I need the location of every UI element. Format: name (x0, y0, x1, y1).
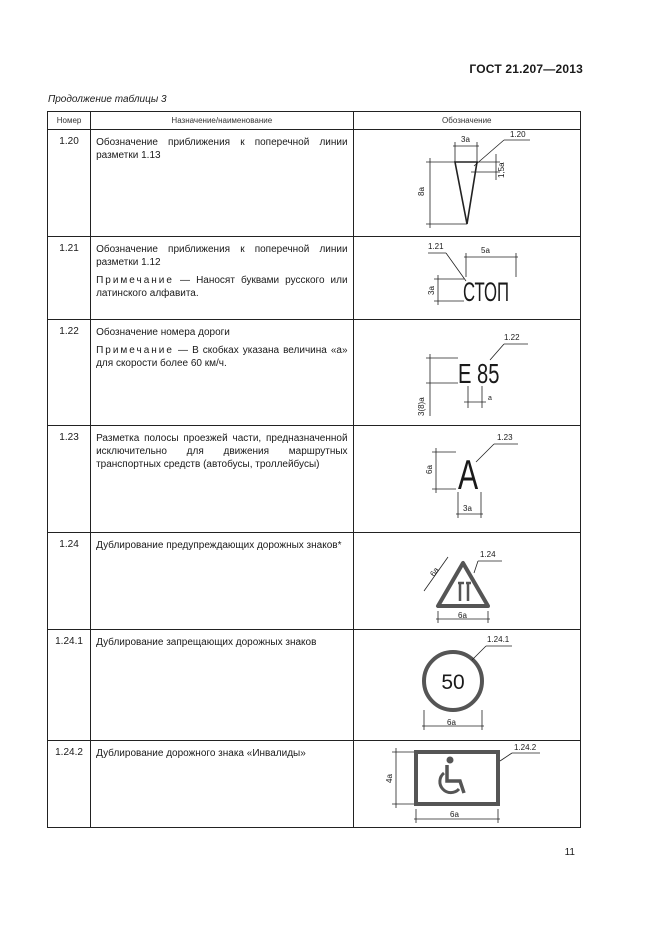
symbol-ref-label: 1.21 (427, 242, 444, 251)
symbol-ref-label: 1.20 (509, 130, 526, 139)
row-name: Обозначение приближения к поперечной линии разметки 1.12 Примечание — Наносят буквами русского или латинского алфавита. (91, 237, 353, 320)
dim-bottom-label: 6а (446, 718, 456, 727)
dim-left-label: 6а (424, 465, 434, 474)
table-row (48, 741, 581, 828)
continuation-label: Продолжение таблицы 3 (48, 94, 167, 105)
symbol-cell (353, 426, 580, 533)
table-row (48, 630, 581, 741)
column-header-name: Назначение/наименование (91, 112, 353, 130)
note-text: — В скобках указана величина «а» для скорости более 60 км/ч. (96, 345, 348, 369)
road-narrowing-icon (458, 583, 471, 601)
row-name: Обозначение приближения к поперечной линии разметки 1.13 (91, 130, 353, 237)
symbol-cell (353, 130, 580, 237)
dim-right-label: 1,5а (496, 162, 506, 178)
row-number: 1.23 (48, 426, 91, 533)
dim-top-label: 3а (460, 135, 470, 144)
table-row (48, 130, 581, 237)
symbol-ref-label: 1.24.2 (513, 743, 536, 752)
symbol-ref-label: 1.22 (503, 333, 520, 342)
approach-triangle-symbol (354, 130, 581, 237)
row-number: 1.24.1 (48, 630, 91, 741)
note-label: Примечание (96, 275, 174, 286)
row-number: 1.21 (48, 237, 91, 320)
stop-text-symbol (354, 237, 581, 320)
dim-bottom-label: 6а (457, 611, 467, 620)
sign-frame-icon (416, 752, 498, 804)
row-name: Дублирование предупреждающих дорожных знаков* (91, 533, 353, 630)
row-number: 1.22 (48, 320, 91, 426)
table-row (48, 237, 581, 320)
row-name: Дублирование запрещающих дорожных знаков (91, 630, 353, 741)
dim-bottom-label: а (487, 395, 492, 402)
column-header-symbol: Обозначение (353, 112, 580, 130)
disabled-sign-symbol (354, 741, 581, 828)
dim-left-label: 3(8)а (416, 397, 426, 416)
symbol-cell (353, 320, 580, 426)
symbol-cell (353, 237, 580, 320)
symbol-cell (353, 533, 580, 630)
warning-triangle-icon (438, 563, 488, 606)
row-name: Разметка полосы проезжей части, предназначенной исключительно для движения маршрутных транспортных средств (автобусы, троллейбусы) (91, 426, 353, 533)
symbol-ref-label: 1.24.1 (486, 635, 509, 644)
road-number-text: Е 85 (457, 358, 500, 390)
stop-text: СТОП (462, 276, 509, 308)
dim-left-label: 4а (384, 774, 394, 783)
row-number: 1.24.2 (48, 741, 91, 828)
speed-limit-text: 50 (440, 671, 465, 694)
dim-side-label: 6а (427, 565, 441, 579)
wheelchair-icon (439, 757, 463, 794)
dim-bottom-label: 6а (449, 810, 459, 819)
symbol-ref-label: 1.23 (496, 433, 513, 442)
note-text: — Наносят буквами русского или латинского алфавита. (96, 275, 348, 299)
row-name: Обозначение номера дороги Примечание — В скобках указана величина «а» для скорости более 60 км/ч. (91, 320, 353, 426)
bus-lane-symbol (354, 426, 581, 533)
table-row (48, 426, 581, 533)
prohibitory-sign-symbol (354, 630, 581, 741)
dim-left-label: 3а (426, 286, 436, 295)
note-label: Примечание (96, 345, 174, 356)
page-number: 11 (564, 847, 575, 858)
row-number: 1.20 (48, 130, 91, 237)
symbol-cell (353, 630, 580, 741)
table-row (48, 533, 581, 630)
table-header-row (48, 112, 581, 130)
markings-table (47, 111, 581, 828)
dim-left-label: 8а (416, 187, 426, 196)
warning-sign-symbol (354, 533, 581, 630)
dim-bottom-label: 3а (462, 504, 472, 513)
symbol-cell (353, 741, 580, 828)
symbol-ref-label: 1.24 (479, 550, 496, 559)
standard-code: ГОСТ 21.207—2013 (469, 62, 583, 76)
table-row (48, 320, 581, 426)
column-header-number: Номер (48, 112, 91, 130)
road-number-symbol (354, 320, 581, 426)
dim-top-label: 5а (480, 246, 490, 255)
row-number: 1.24 (48, 533, 91, 630)
row-name: Дублирование дорожного знака «Инвалиды» (91, 741, 353, 828)
bus-lane-letter: А (457, 451, 478, 499)
